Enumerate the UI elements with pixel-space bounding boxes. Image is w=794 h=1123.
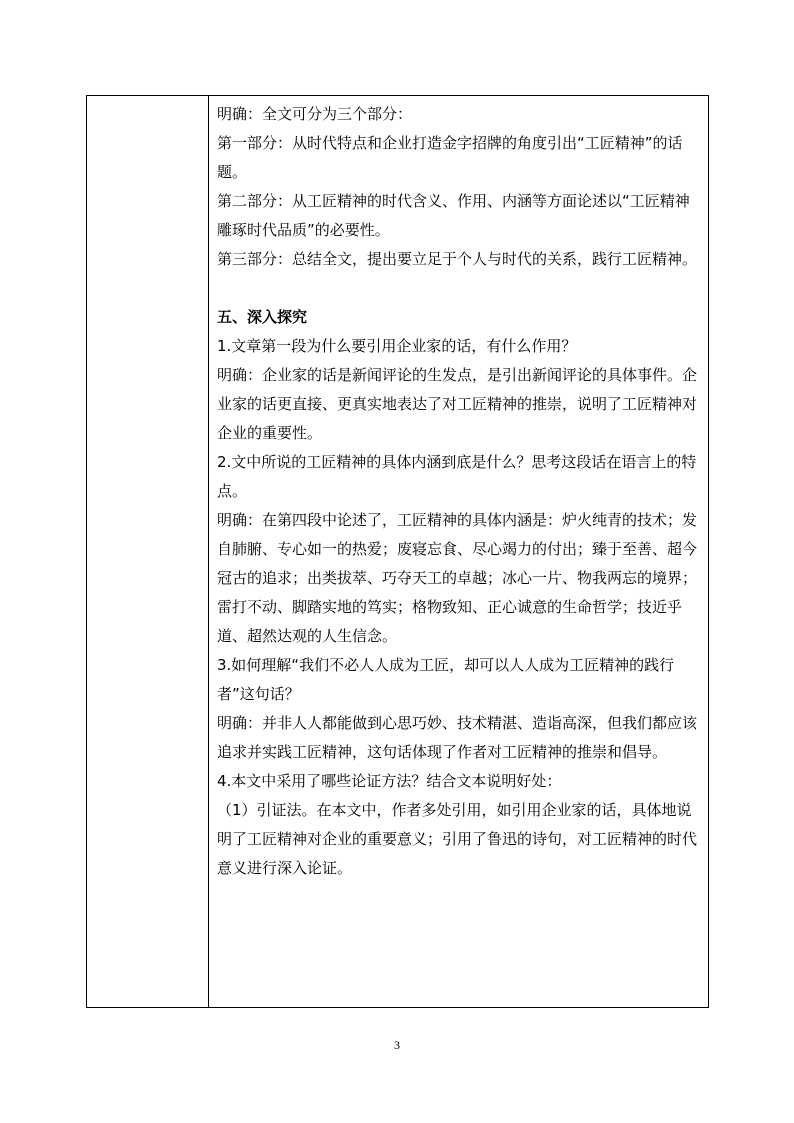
answer-4-part-1: （1）引证法。在本文中，作者多处引用，如引用企业家的话，具体地说明了工匠精神对企业的重要意义；引用了鲁迅的诗句，对工匠精神的时代意义进行深入论证。 bbox=[217, 801, 698, 877]
structure-part-3: 第三部分：总结全文，提出要立足于个人与时代的关系，践行工匠精神。 bbox=[217, 250, 698, 268]
page-number: 3 bbox=[394, 1038, 400, 1052]
structure-intro: 明确：全文可分为三个部分： bbox=[217, 105, 413, 123]
answer-2: 明确：在第四段中论述了，工匠精神的具体内涵是：炉火纯青的技术；发自肺腑、专心如一的热爱；废寝忘食、尽心竭力的付出；臻于至善、超今冠古的追求；出类拔萃、巧夺天工的卓越；冰心一片、物我两忘的境界；雷打不动、脚踏实地的笃实；格物致知、正心诚意的生命哲学；技近乎道、超然达观的人生信念。 bbox=[217, 511, 698, 645]
question-1: 1.文章第一段为什么要引用企业家的话，有什么作用？ bbox=[217, 337, 577, 355]
structure-part-2: 第二部分：从工匠精神的时代含义、作用、内涵等方面论述以“工匠精神雕琢时代品质”的必要性。 bbox=[217, 192, 690, 239]
answer-1: 明确：企业家的话是新闻评论的生发点，是引出新闻评论的具体事件。企业家的话更直接、更真实地表达了对工匠精神的推崇，说明了工匠精神对企业的重要性。 bbox=[217, 366, 698, 442]
section-heading: 五、深入探究 bbox=[217, 308, 308, 326]
answer-3: 明确：并非人人都能做到心思巧妙、技术精湛、造诣高深，但我们都应该追求并实践工匠精神，这句话体现了作者对工匠精神的推崇和倡导。 bbox=[217, 714, 698, 761]
content-cell bbox=[209, 96, 709, 1008]
question-2: 2.文中所说的工匠精神的具体内涵到底是什么？思考这段话在语言上的特点。 bbox=[217, 453, 697, 500]
lesson-table bbox=[86, 95, 709, 1008]
content-body bbox=[209, 96, 708, 883]
question-4: 4.本文中采用了哪些论证方法？结合文本说明好处： bbox=[217, 772, 562, 790]
structure-part-1: 第一部分：从时代特点和企业打造金字招牌的角度引出“工匠精神”的话题。 bbox=[217, 134, 683, 181]
blank-line bbox=[217, 274, 700, 303]
table-row bbox=[87, 96, 709, 1008]
left-column-cell bbox=[87, 96, 209, 1008]
question-3: 3.如何理解“我们不必人人成为工匠，却可以人人成为工匠精神的践行者”这句话？ bbox=[217, 656, 675, 703]
